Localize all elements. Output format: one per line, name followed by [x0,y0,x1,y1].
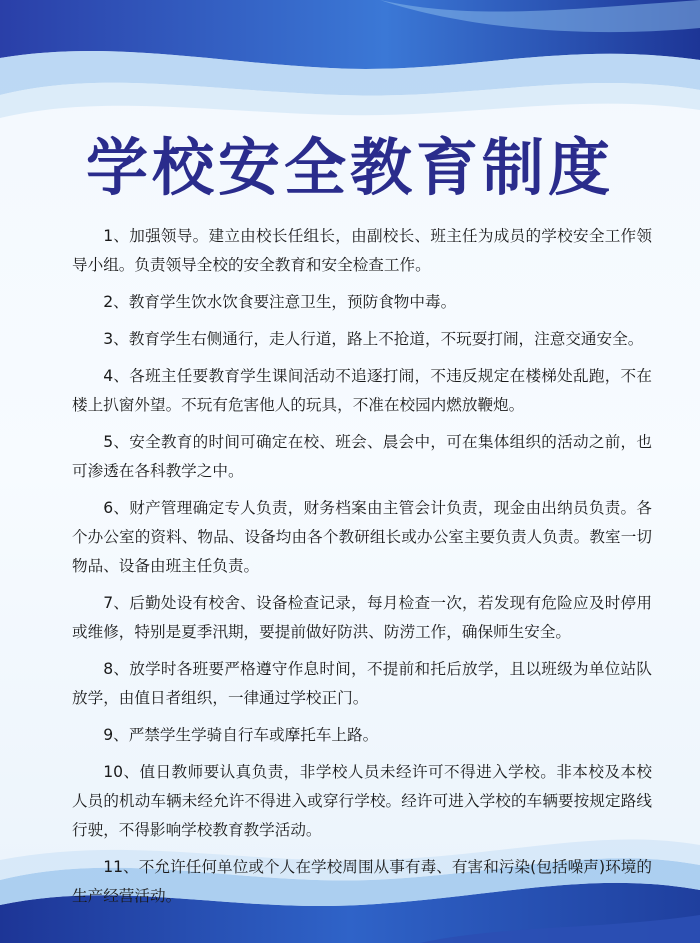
rule-item: 7、后勤处设有校舍、设备检查记录，每月检查一次，若发现有危险应及时停用或维修，特别是夏季汛期，要提前做好防洪、防涝工作，确保师生安全。 [72,594,652,641]
rule-item: 10、值日教师要认真负责，非学校人员未经许可不得进入学校。非本校及本校人员的机动车辆未经允许不得进入或穿行学校。经许可进入学校的车辆要按规定路线行驶，不得影响学校教育教学活动。 [72,763,652,839]
rule-item: 2、教育学生饮水饮食要注意卫生，预防食物中毒。 [103,293,457,311]
rule-item: 5、安全教育的时间可确定在校、班会、晨会中，可在集体组织的活动之前，也可渗透在各科教学之中。 [72,433,652,480]
rule-item: 11、不允许任何单位或个人在学校周围从事有毒、有害和污染(包括噪声)环境的生产经营活动。 [72,858,652,905]
rule-item: 3、教育学生右侧通行，走人行道，路上不抢道，不玩耍打闹，注意交通安全。 [103,330,644,348]
rule-item: 6、财产管理确定专人负责，财务档案由主管会计负责，现金由出纳员负责。各个办公室的资料、物品、设备均由各个教研组长或办公室主要负责人负责。教室一切物品、设备由班主任负责。 [72,499,652,575]
rule-item: 8、放学时各班要严格遵守作息时间，不提前和托后放学，且以班级为单位站队放学，由值日者组织，一律通过学校正门。 [72,660,652,707]
page-title: 学校安全教育制度 [85,131,614,204]
rules-list [72,222,652,919]
rule-item: 4、各班主任要教育学生课间活动不追逐打闹，不违反规定在楼梯处乱跑，不在楼上扒窗外望。不玩有危害他人的玩具，不准在校园内燃放鞭炮。 [72,367,652,414]
rule-item: 1、加强领导。建立由校长任组长，由副校长、班主任为成员的学校安全工作领导小组。负责领导全校的安全教育和安全检查工作。 [72,227,652,274]
rule-item: 9、严禁学生学骑自行车或摩托车上路。 [103,726,379,744]
